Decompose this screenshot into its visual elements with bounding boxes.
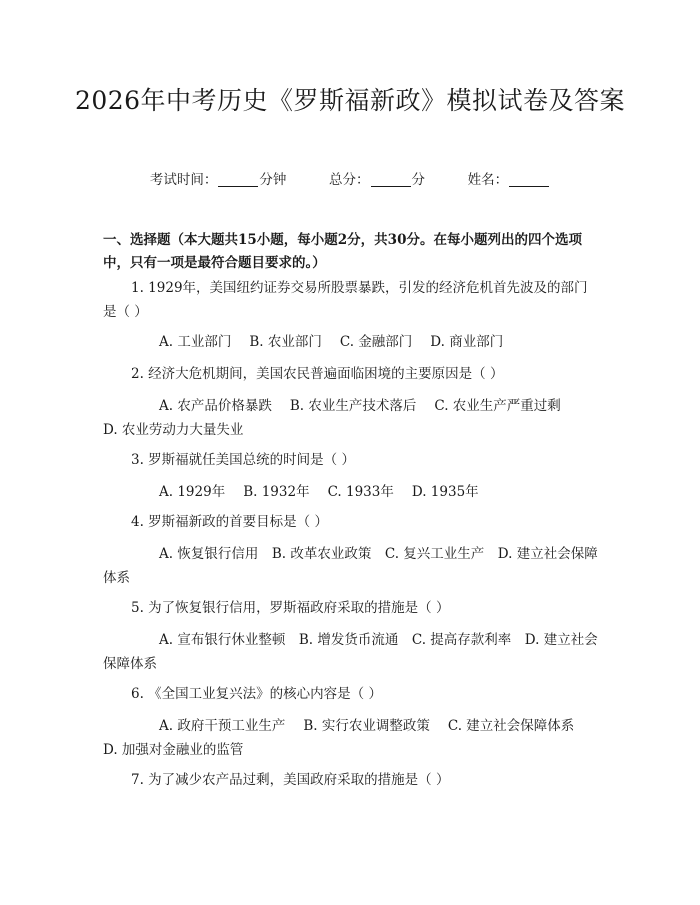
option-d: D. 加强对金融业的监管	[103, 742, 244, 758]
question-options	[103, 542, 601, 590]
question-stem: 6. 《全国工业复兴法》的核心内容是（ ）	[131, 686, 382, 702]
option-c: C. 1933年	[327, 484, 394, 500]
section-heading: 一、选择题（本大题共15小题，每小题2分，共30分。在每小题列出的四个选项中，只有一项是最符合题目要求的。）	[103, 232, 582, 271]
question-options	[103, 330, 601, 354]
question-stem: 3. 罗斯福就任美国总统的时间是（ ）	[131, 452, 355, 468]
option-d: D. 商业部门	[430, 334, 504, 350]
option-c: C. 农业生产严重过剩	[434, 398, 561, 414]
question-stem: 5. 为了恢复银行信用，罗斯福政府采取的措施是（ ）	[131, 600, 450, 616]
question-options	[103, 394, 601, 442]
score-blank	[371, 172, 411, 187]
option-a: A. 恢复银行信用	[159, 546, 259, 562]
option-c: C. 建立社会保障体系	[447, 718, 575, 734]
time-blank	[218, 172, 258, 187]
name-label: 姓名：	[467, 172, 509, 188]
time-unit: 分钟	[259, 172, 287, 188]
exam-info-line	[0, 168, 700, 188]
option-b: B. 增发货币流通	[298, 632, 399, 648]
option-b: B. 改革农业政策	[271, 546, 372, 562]
question-stem: 2. 经济大危机期间，美国农民普遍面临困境的主要原因是（ ）	[131, 366, 504, 382]
option-d: D. 农业劳动力大量失业	[103, 422, 244, 438]
question-stem: 7. 为了减少农产品过剩，美国政府采取的措施是（ ）	[131, 772, 450, 788]
score-label: 总分：	[329, 172, 370, 188]
option-d: D. 1935年	[411, 484, 479, 500]
name-blank	[509, 172, 549, 187]
question-stem: 4. 罗斯福新政的首要目标是（ ）	[131, 514, 328, 530]
option-c: C. 复兴工业生产	[384, 546, 485, 562]
time-label: 考试时间：	[149, 172, 218, 188]
question-options	[103, 480, 601, 504]
option-b: B. 农业部门	[249, 334, 322, 350]
option-a: A. 宣布银行休业整顿	[159, 632, 286, 648]
option-c: C. 金融部门	[339, 334, 413, 350]
page-title: 2026年中考历史《罗斯福新政》模拟试卷及答案	[74, 86, 626, 115]
question-stem: 1. 1929年，美国纽约证券交易所股票暴跌，引发的经济危机首先波及的部门是（ ）	[103, 280, 588, 320]
option-a: A. 1929年	[159, 484, 226, 500]
question-options	[103, 628, 601, 676]
option-a: A. 农产品价格暴跌	[159, 398, 272, 414]
option-d: D. 建立社会保障体系	[103, 632, 598, 672]
option-d: D. 建立社会保障体系	[103, 546, 598, 586]
option-b: B. 1932年	[243, 484, 310, 500]
option-b: B. 农业生产技术落后	[289, 398, 417, 414]
score-unit: 分	[411, 172, 425, 188]
option-c: C. 提高存款利率	[411, 632, 512, 648]
option-b: B. 实行农业调整政策	[303, 718, 430, 734]
question-options	[103, 714, 601, 762]
option-a: A. 工业部门	[159, 334, 232, 350]
option-a: A. 政府干预工业生产	[159, 718, 286, 734]
